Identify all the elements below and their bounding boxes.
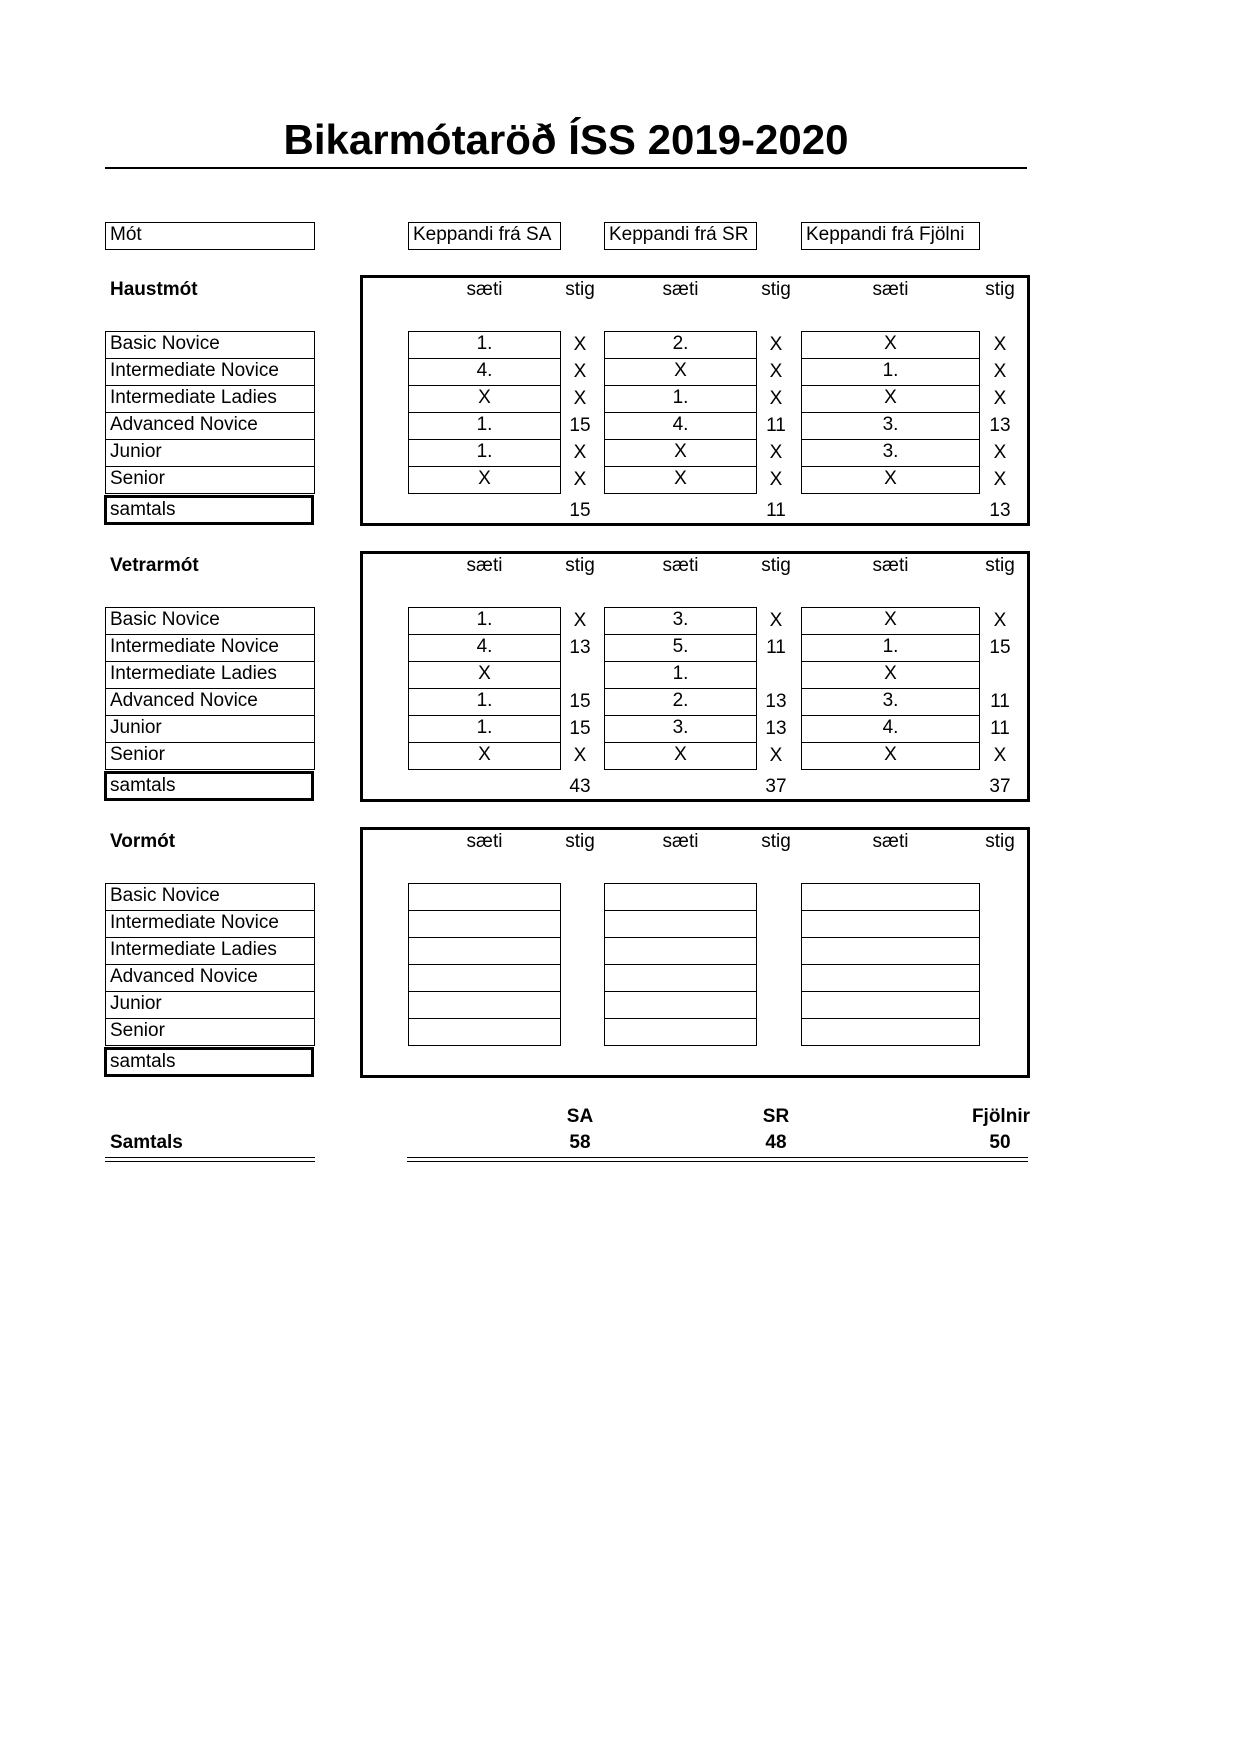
col-label-saeti-fjolnir: sæti	[872, 279, 909, 300]
category-cell: Advanced Novice	[105, 412, 315, 440]
points-sr: X	[769, 442, 783, 463]
points-sa: X	[573, 361, 587, 382]
section-total-label: samtals	[104, 771, 314, 801]
category-cell: Intermediate Ladies	[105, 385, 315, 413]
place-cell-fjolnir: 3.	[801, 688, 980, 716]
points-fjolnir: X	[993, 361, 1007, 382]
points-sr: X	[769, 610, 783, 631]
place-cell-sr	[604, 1018, 757, 1046]
points-fjolnir: X	[993, 388, 1007, 409]
summary-team-sa: SA	[566, 1106, 594, 1127]
place-cell-sa: 4.	[408, 358, 561, 386]
category-cell: Intermediate Ladies	[105, 661, 315, 689]
summary-team-fjolnir: Fjölnir	[971, 1106, 1030, 1127]
points-sa: X	[573, 388, 587, 409]
place-cell-fjolnir: 3.	[801, 412, 980, 440]
col-label-saeti-fjolnir: sæti	[872, 555, 909, 576]
points-sr: X	[769, 388, 783, 409]
place-cell-sa: X	[408, 661, 561, 689]
points-fjolnir: X	[993, 469, 1007, 490]
col-label-stig-fjolnir: stig	[985, 831, 1015, 852]
place-cell-sa	[408, 964, 561, 992]
place-cell-fjolnir	[801, 1018, 980, 1046]
category-cell: Intermediate Ladies	[105, 937, 315, 965]
col-label-saeti-sa: sæti	[466, 831, 503, 852]
points-sa: 15	[569, 691, 591, 712]
place-cell-sa	[408, 991, 561, 1019]
place-cell-sa	[408, 1018, 561, 1046]
section-title: Vetrarmót	[110, 555, 199, 576]
place-cell-sr: X	[604, 466, 757, 494]
place-cell-sa: X	[408, 742, 561, 770]
points-sa: 15	[569, 718, 591, 739]
place-cell-sa: 1.	[408, 607, 561, 635]
points-sa: X	[573, 745, 587, 766]
place-cell-fjolnir	[801, 964, 980, 992]
points-fjolnir: X	[993, 442, 1007, 463]
col-label-saeti-sr: sæti	[662, 555, 699, 576]
section-title: Haustmót	[110, 279, 198, 300]
points-sr: X	[769, 469, 783, 490]
category-cell: Advanced Novice	[105, 964, 315, 992]
points-fjolnir: X	[993, 334, 1007, 355]
place-cell-fjolnir: 4.	[801, 715, 980, 743]
points-fjolnir: 11	[990, 691, 1010, 712]
team-header-fjolnir: Keppandi frá Fjölni	[801, 222, 980, 250]
section-title: Vormót	[110, 831, 176, 852]
place-cell-sr	[604, 964, 757, 992]
section-total-sr: 37	[765, 776, 787, 797]
col-label-saeti-sr: sæti	[662, 831, 699, 852]
place-cell-sa: 1.	[408, 688, 561, 716]
place-cell-sr	[604, 910, 757, 938]
points-sr: X	[769, 334, 783, 355]
title-underline	[105, 167, 1027, 169]
category-cell: Intermediate Novice	[105, 634, 315, 662]
section-total-sr: 11	[766, 500, 786, 521]
place-cell-sa: 1.	[408, 715, 561, 743]
points-fjolnir: X	[993, 745, 1007, 766]
place-cell-sr: 1.	[604, 661, 757, 689]
place-cell-sr: 3.	[604, 607, 757, 635]
summary-label-double-underline	[105, 1157, 315, 1162]
place-cell-sa	[408, 910, 561, 938]
place-cell-fjolnir: X	[801, 661, 980, 689]
points-sa: X	[573, 442, 587, 463]
place-cell-sr: 2.	[604, 331, 757, 359]
summary-values-double-underline	[407, 1157, 1028, 1162]
points-sr: 11	[766, 637, 786, 658]
place-cell-sr: 2.	[604, 688, 757, 716]
place-cell-sr: 1.	[604, 385, 757, 413]
points-sr: X	[769, 745, 783, 766]
page-title: Bikarmótaröð ÍSS 2019-2020	[283, 116, 849, 163]
place-cell-sa: X	[408, 385, 561, 413]
col-label-stig-sa: stig	[565, 279, 595, 300]
place-cell-sa	[408, 937, 561, 965]
section-total-label: samtals	[104, 1047, 314, 1077]
mot-label: Mót	[105, 222, 315, 250]
points-sr: X	[769, 361, 783, 382]
summary-value-sa: 58	[569, 1132, 591, 1153]
category-cell: Intermediate Novice	[105, 358, 315, 386]
place-cell-fjolnir	[801, 937, 980, 965]
category-cell: Senior	[105, 1018, 315, 1046]
category-cell: Basic Novice	[105, 331, 315, 359]
place-cell-fjolnir	[801, 883, 980, 911]
col-label-saeti-sa: sæti	[466, 555, 503, 576]
col-label-stig-fjolnir: stig	[985, 555, 1015, 576]
team-header-sa: Keppandi frá SA	[408, 222, 561, 250]
place-cell-sr: 4.	[604, 412, 757, 440]
place-cell-sr: X	[604, 742, 757, 770]
category-cell: Basic Novice	[105, 883, 315, 911]
place-cell-sr	[604, 883, 757, 911]
col-label-stig-sa: stig	[565, 831, 595, 852]
place-cell-sr	[604, 937, 757, 965]
place-cell-sa: X	[408, 466, 561, 494]
place-cell-sa: 1.	[408, 439, 561, 467]
place-cell-sa: 4.	[408, 634, 561, 662]
points-fjolnir: 13	[989, 415, 1011, 436]
col-label-saeti-sa: sæti	[466, 279, 503, 300]
place-cell-sr: X	[604, 439, 757, 467]
section-total-sa: 15	[569, 500, 591, 521]
place-cell-fjolnir: X	[801, 331, 980, 359]
category-cell: Senior	[105, 466, 315, 494]
category-cell: Basic Novice	[105, 607, 315, 635]
col-label-saeti-sr: sæti	[662, 279, 699, 300]
place-cell-fjolnir: 1.	[801, 358, 980, 386]
section-total-label: samtals	[104, 495, 314, 525]
summary-value-sr: 48	[765, 1132, 787, 1153]
col-label-stig-sr: stig	[761, 279, 791, 300]
category-cell: Intermediate Novice	[105, 910, 315, 938]
category-cell: Junior	[105, 715, 315, 743]
place-cell-sr: X	[604, 358, 757, 386]
team-header-sr: Keppandi frá SR	[604, 222, 757, 250]
category-cell: Advanced Novice	[105, 688, 315, 716]
place-cell-sr: 3.	[604, 715, 757, 743]
summary-value-fjolnir: 50	[989, 1132, 1011, 1153]
place-cell-fjolnir: X	[801, 742, 980, 770]
points-sa: 15	[569, 415, 591, 436]
place-cell-sr	[604, 991, 757, 1019]
points-fjolnir: 15	[989, 637, 1011, 658]
points-sr: 11	[766, 415, 786, 436]
points-sa: X	[573, 334, 587, 355]
summary-label: Samtals	[110, 1132, 183, 1153]
summary-team-sr: SR	[762, 1106, 790, 1127]
category-cell: Junior	[105, 991, 315, 1019]
category-cell: Junior	[105, 439, 315, 467]
place-cell-fjolnir: X	[801, 385, 980, 413]
place-cell-fjolnir: X	[801, 466, 980, 494]
place-cell-sr: 5.	[604, 634, 757, 662]
category-cell: Senior	[105, 742, 315, 770]
points-sa: X	[573, 610, 587, 631]
points-sr: 13	[765, 691, 787, 712]
place-cell-sa	[408, 883, 561, 911]
place-cell-fjolnir: X	[801, 607, 980, 635]
points-sa: 13	[569, 637, 591, 658]
col-label-stig-fjolnir: stig	[985, 279, 1015, 300]
place-cell-sa: 1.	[408, 331, 561, 359]
section-total-sa: 43	[569, 776, 591, 797]
points-fjolnir: X	[993, 610, 1007, 631]
place-cell-sa: 1.	[408, 412, 561, 440]
place-cell-fjolnir	[801, 910, 980, 938]
place-cell-fjolnir: 1.	[801, 634, 980, 662]
col-label-saeti-fjolnir: sæti	[872, 831, 909, 852]
place-cell-fjolnir	[801, 991, 980, 1019]
points-sa: X	[573, 469, 587, 490]
place-cell-fjolnir: 3.	[801, 439, 980, 467]
col-label-stig-sr: stig	[761, 831, 791, 852]
col-label-stig-sr: stig	[761, 555, 791, 576]
points-fjolnir: 11	[990, 718, 1010, 739]
section-total-fjolnir: 37	[989, 776, 1011, 797]
points-sr: 13	[765, 718, 787, 739]
col-label-stig-sa: stig	[565, 555, 595, 576]
section-total-fjolnir: 13	[989, 500, 1011, 521]
